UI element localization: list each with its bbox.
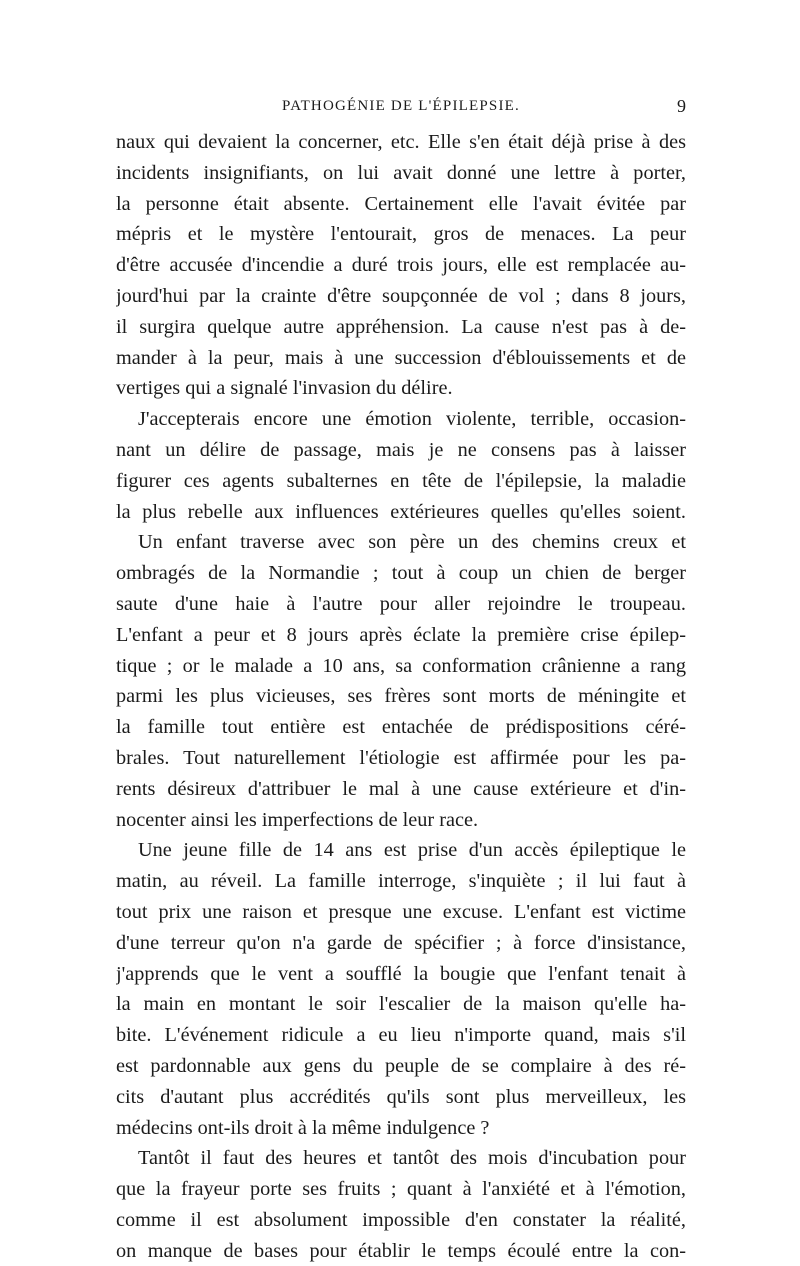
text-line: jourd'hui par la crainte d'être soupçonnée de vol ; dans 8 jours,	[116, 284, 686, 307]
text-line: rents désireux d'attribuer le mal à une cause extérieure et d'in-	[116, 777, 686, 800]
text-line: d'être accusée d'incendie a duré trois jours, elle est remplacée au-	[116, 254, 686, 277]
text-line: Un enfant traverse avec son père un des chemins creux et	[138, 531, 686, 554]
paragraph-2	[116, 404, 686, 527]
text-line: cits d'autant plus accrédités qu'ils sont plus merveilleux, les	[116, 1085, 686, 1108]
text-line: brales. Tout naturellement l'étiologie est affirmée pour les pa-	[116, 746, 686, 769]
text-line: parmi les plus vicieuses, ses frères sont morts de méningite et	[116, 685, 686, 708]
text-line: est pardonnable aux gens du peuple de se complaire à des ré-	[116, 1054, 686, 1077]
text-line: tique ; or le malade a 10 ans, sa conformation crânienne a rang	[116, 654, 686, 677]
paragraph-4	[116, 835, 686, 1143]
text-line: figurer ces agents subalternes en tête de l'épilepsie, la maladie	[116, 469, 686, 492]
running-header	[116, 96, 686, 120]
text-line: mander à la peur, mais à une succession d'éblouissements et de	[116, 346, 686, 369]
text-line: naux qui devaient la concerner, etc. Elle s'en était déjà prise à des	[116, 131, 686, 153]
text-line: la plus rebelle aux influences extérieures quelles qu'elles soient.	[116, 500, 686, 523]
text-line: incidents insignifiants, on lui avait donné une lettre à porter,	[116, 161, 686, 184]
body-text	[116, 127, 686, 1266]
text-line: saute d'une haie à l'autre pour aller rejoindre le troupeau.	[116, 592, 686, 615]
text-line: Tantôt il faut des heures et tantôt des mois d'incubation pour	[138, 1147, 686, 1170]
text-line: d'une terreur qu'on n'a garde de spécifier ; à force d'insistance,	[116, 931, 686, 954]
text-line: bite. L'événement ridicule a eu lieu n'importe quand, mais s'il	[116, 1024, 686, 1047]
text-line: nocenter ainsi les imperfections de leur race.	[116, 808, 479, 831]
text-line: Une jeune fille de 14 ans est prise d'un accès épileptique le	[138, 839, 686, 862]
text-line: matin, au réveil. La famille interroge, s'inquiète ; il lui faut à	[116, 870, 686, 893]
text-line: médecins ont-ils droit à la même indulgence ?	[116, 1116, 490, 1139]
running-title: PATHOGÉNIE DE L'ÉPILEPSIE.	[282, 98, 520, 114]
text-line: L'enfant a peur et 8 jours après éclate la première crise épilep-	[116, 623, 686, 646]
text-line: J'accepterais encore une émotion violente, terrible, occasion-	[138, 408, 686, 431]
text-line: nant un délire de passage, mais je ne consens pas à laisser	[116, 438, 686, 461]
text-line: vertiges qui a signalé l'invasion du délire.	[116, 377, 453, 400]
text-line: que la frayeur porte ses fruits ; quant à l'anxiété et à l'émotion,	[116, 1178, 686, 1201]
text-line: tout prix une raison et presque une excuse. L'enfant est victime	[116, 900, 686, 923]
text-line: la personne était absente. Certainement elle l'avait évitée par	[116, 192, 686, 215]
text-line: j'apprends que le vent a soufflé la bougie que l'enfant tenait à	[116, 962, 686, 985]
page-number: 9	[677, 96, 686, 116]
text-line: mépris et le mystère l'entourait, gros de menaces. La peur	[116, 223, 686, 246]
paragraph-5	[116, 1143, 686, 1266]
text-line: la main en montant le soir l'escalier de la maison qu'elle ha-	[116, 993, 686, 1016]
text-line: ombragés de la Normandie ; tout à coup un chien de berger	[116, 562, 686, 585]
text-line: comme il est absolument impossible d'en constater la réalité,	[116, 1208, 686, 1231]
text-line: la famille tout entière est entachée de prédispositions céré-	[116, 716, 686, 739]
text-line: il surgira quelque autre appréhension. La cause n'est pas à de-	[116, 315, 686, 338]
paragraph-1	[116, 127, 686, 404]
paragraph-3	[116, 527, 686, 835]
text-line: on manque de bases pour établir le temps écoulé entre la con-	[116, 1239, 686, 1262]
